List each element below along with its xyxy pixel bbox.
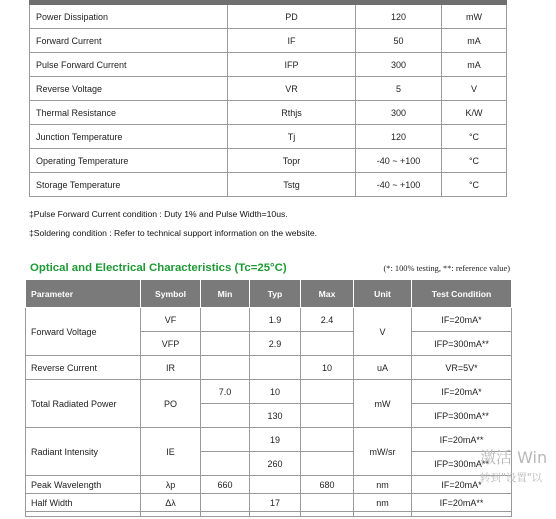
col-header-parameter: Parameter	[26, 280, 141, 308]
col-header-symbol: Symbol	[141, 280, 201, 308]
table-row: Total Radiated Power PO 7.0 10 mW IF=20mA*	[26, 380, 512, 404]
col-header-max: Max	[301, 280, 354, 308]
table-row: Junction Temperature Tj 120 °C	[30, 125, 507, 149]
col-header-min: Min	[201, 280, 250, 308]
table-row: Storage Temperature Tstg -40 ~ +100 °C	[30, 173, 507, 197]
table-row: Reverse Voltage VR 5 V	[30, 77, 507, 101]
table-row: Reverse Current IR 10 uA VR=5V*	[26, 356, 512, 380]
absolute-ratings-table	[29, 0, 507, 197]
soldering-note: ‡Soldering condition : Refer to technical support information on the website.	[29, 228, 318, 238]
table-header-row	[26, 280, 512, 308]
table-row: VFP 2.9 IFP=300mA**	[26, 332, 512, 356]
optical-characteristics-table	[25, 279, 512, 517]
col-header-unit: Unit	[354, 280, 412, 308]
pulse-current-note: ‡Pulse Forward Current condition : Duty 1% and Pulse Width=10us.	[29, 209, 288, 219]
table-row: Radiant Intensity IE 19 mW/sr IF=20mA**	[26, 428, 512, 452]
table-row: 260 IFP=300mA**	[26, 452, 512, 476]
table-row: Half Width Δλ 17 nm IF=20mA**	[26, 494, 512, 512]
table-row: Operating Temperature Topr -40 ~ +100 °C	[30, 149, 507, 173]
table-row: Peak Wavelength λp 660 680 nm IF=20mA*	[26, 476, 512, 494]
activation-watermark-line2: 转到"设置"以	[480, 472, 543, 484]
table-row: Forward Voltage VF 1.9 2.4 V IF=20mA*	[26, 308, 512, 332]
table-row: Thermal Resistance Rthjs 300 K/W	[30, 101, 507, 125]
section-title: Optical and Electrical Characteristics (Tc=25°C)	[30, 262, 287, 274]
col-header-test-condition: Test Condition	[412, 280, 512, 308]
table-row: Forward Current IF 50 mA	[30, 29, 507, 53]
activation-watermark-line1: 激活 Win	[480, 448, 548, 467]
col-header-typ: Typ	[250, 280, 301, 308]
table-row: 130 IFP=300mA**	[26, 404, 512, 428]
table-row: Power Dissipation PD 120 mW	[30, 5, 507, 29]
table-row-cutoff	[26, 512, 512, 517]
testing-legend-note: (*: 100% testing, **: reference value)	[383, 264, 510, 273]
table-row: Pulse Forward Current IFP 300 mA	[30, 53, 507, 77]
